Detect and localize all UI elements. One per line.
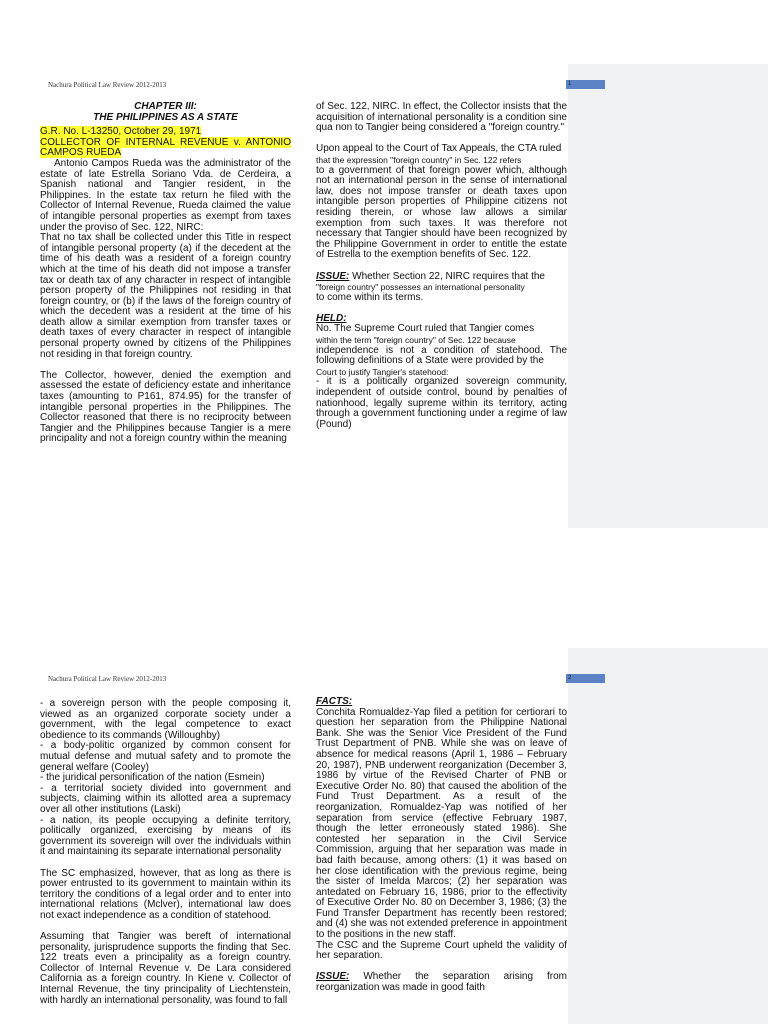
case-name: COLLECTOR OF INTERNAL REVENUE v. ANTONIO CAMPOS RUEDA [40,136,291,159]
viewer-gap-between-pages [0,528,768,648]
paragraph: The SC emphasized, however, that as long as there is power entrusted to its government to maintain within its territory the conditions of a legal order and to enter into international relations (Mclver), international law does not exact independence as a condition of statehood. [40,867,291,921]
state-definition: - a body-politic organized by common consent for mutual defense and mutual safety and to promote the general welfare (Cooley) [40,740,291,773]
facts-text: Conchita Romualdez-Yap filed a petition for certiorari to question her separation from the Philippine National Bank. She was the Senior Vice President of the Fund Trust Department of PNB. While she was on leave of absence for medical reasons (April 1, 1986 – February 20, 1987), PNB underwent reorganization (December 3, 1986 by virtue of the Revised Charter of PNB or Executive Order No. 80) that caused the abolition of the Fund Trust Department. As a result of the reorganization, Romualdez-Yap was notified of her separation from service (effective February 1987, though the letter erroneously stated 1986). She contested her separation in the Civil Service Commission, arguing that her separation was made in bad faith because, among others: (1) it was based on her close identification with the previous regime, being the sister of Imelda Marcos; (2) her separation was antedated on February 16, 1986, prior to the effectivity of Executive Order No. 80 on December 3, 1986; (3) the Fund Transfer Department has recently been restored; and (4) she was not extended preference in appointment to the positions in the new staff. [316,706,567,941]
state-definition: - a sovereign person with the people composing it, viewed as an organized corporate society under a government, with the legal competence to exact obedience to its commands (Willoughby) [40,698,291,741]
comment-margin [568,64,768,528]
paragraph-line: that the expression "foreign country" in Sec. 122 refers [316,154,522,165]
document-page-1 [0,64,768,528]
right-column [316,697,567,994]
issue-text: Whether the separation arising from reorganization was made in good faith [316,971,568,994]
issue-text: Whether Section 22, NIRC requires that the [352,270,545,282]
issue-heading: ISSUE: [316,971,350,983]
issue-text: "foreign country" possesses an international personality [316,282,525,293]
paragraph: Assuming that Tangier was bereft of international personality, jurisprudence supports the finding that Sec. 122 treats even a principality as a foreign country. Collector of Internal Revenue v. De Lara considered California as a foreign country. In Kiene v. Collector of Internal Revenue, the tiny principality of Liechtenstein, with hardly an international personality, was found to fall [40,931,291,1006]
held-text: - it is a politically organized sovereign community, independent of outside control, bound by penalties of nationhood, legally supreme within its territory, acting through a government functioning under a regime of law (Pound) [316,376,567,430]
running-header: Nachura Political Law Review 2012-2013 [48,675,167,683]
facts-heading: FACTS: [316,696,353,707]
viewer-gap-top [0,0,768,64]
paragraph: Upon appeal to the Court of Tax Appeals, the CTA ruled [316,143,562,155]
state-definition: - a nation, its people occupying a definite territory, politically organized, exercising by means of its government its sovereign will over the individuals within it and maintaining its separate international personality [40,814,291,858]
paragraph: The CSC and the Supreme Court upheld the validity of her separation. [316,939,567,962]
quoted-provision: That no tax shall be collected under this Title in respect of intangible personal property (a) if the decedent at the time of his death was a resident of a foreign country which at the time of his death did not impose a transfer tax or death tax of any character in respect of intangible person property of the Philippines not residing in that foreign country, or (b) if the laws of the foreign country of which the decedent was a resident at the time of his death allow a similar exemption from transfer taxes or death taxes of every character in respect of intangible personal property owned by citizens of the Philippines not residing in that foreign country. [40,232,291,360]
held-text: Court to justify Tangier's statehood: [316,366,449,377]
left-column [40,102,291,445]
held-text: independence is not a condition of statehood. The following definitions of a State were provided by the [316,344,567,367]
case-number: G.R. No. L-13250, October 29, 1971 [40,126,202,138]
page-number: 2 [568,675,572,681]
issue-text: to come within its terms. [316,291,424,303]
paragraph: The Collector, however, denied the exemption and assessed the estate of deficiency estate and inheritance taxes (amounting to P161, 874.95) for the transfer of intangible personal properties in the Philippines. The Collector reasoned that there is no reciprocity between Tangier and the Philippines because Tangier is a mere principality and not a foreign country within the meaning [40,369,291,445]
comment-margin [568,648,768,1024]
issue-heading: ISSUE: [316,270,350,282]
running-header: Nachura Political Law Review 2012-2013 [48,81,167,89]
chapter-label: CHAPTER III: [134,101,197,112]
state-definition: - the juridical personification of the nation (Esmein) [40,772,265,784]
document-page-2 [0,648,768,1024]
paragraph: of Sec. 122, NIRC. In effect, the Collector insists that the acquisition of international personality is a condition sine qua non to Tangier being considered a "foreign country." [316,101,567,134]
left-column [40,699,291,1006]
page-number: 1 [568,81,572,87]
chapter-title: THE PHILIPPINES AS A STATE [93,111,238,123]
state-definition: - a territorial society divided into government and subjects, claiming within its allotted area a supremacy over all other institutions (Laski) [40,782,291,815]
page-number-marker [566,80,605,89]
held-text: within the term "foreign country" of Sec. 122 because [316,335,516,346]
page-number-marker [566,674,605,683]
right-column [316,102,567,430]
paragraph: Antonio Campos Rueda was the administrator of the estate of late Estrella Soriano Vda. de Cerdeira, a Spanish national and Tangier resident, in the Philippines. In the estate tax return he filed with the Collector of Internal Revenue, Rueda claimed the value of intangible personal properties as exempt from taxes under the proviso of Sec. 122, NIRC: [40,157,291,233]
held-text: No. The Supreme Court ruled that Tangier comes [316,323,535,335]
paragraph: to a government of that foreign power which, although not an international person in the sense of international law, does not impose transfer or death taxes upon intangible person properties of Philippine citizens not residing therein, or whose law allows a similar exemption from such taxes. It was therefore not necessary that Tangier should have been recognized by the Philippine Government in order to entitle the estate of Estrella to the exemption benefits of Sec. 122. [316,164,567,261]
held-heading: HELD: [316,312,347,324]
